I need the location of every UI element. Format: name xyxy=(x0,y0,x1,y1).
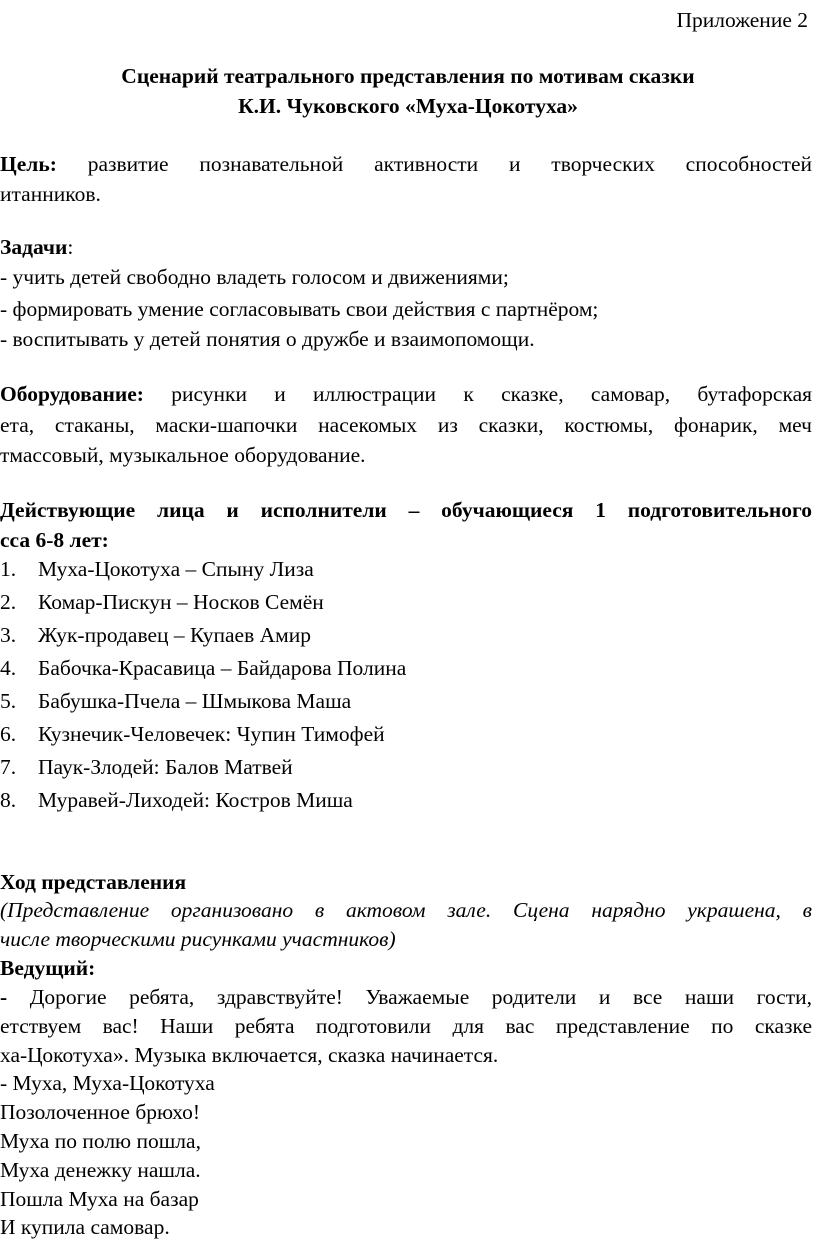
cast-item-number: 5. xyxy=(0,689,17,713)
appendix-label: Приложение 2 xyxy=(676,8,808,32)
cast-item-text: Комар-Пискун – Носков Семён xyxy=(38,590,324,614)
cast-list-item xyxy=(0,588,324,616)
task-item: - формировать умение согласовывать свои действия с партнёром; xyxy=(0,297,599,321)
tasks-label: Задачи xyxy=(0,235,68,259)
stage-note-line-1: (Представление организовано в актовом зале. Сцена нарядно украшена, в xyxy=(0,898,812,922)
equipment-text-line-1: рисунки и иллюстрации к сказке, самовар, бутафорская xyxy=(143,382,812,406)
equipment-text-line-3: тмассовый, музыкальное оборудование. xyxy=(0,443,366,467)
tasks-heading xyxy=(0,233,73,261)
performance-heading: Ход представления xyxy=(0,870,187,894)
task-item: - учить детей свободно владеть голосом и движениями; xyxy=(0,265,509,289)
verse-line: Муха денежку нашла. xyxy=(0,1158,201,1182)
verse-line: - Муха, Муха-Цокотуха xyxy=(0,1071,215,1095)
document-title-line-2: К.И. Чуковского «Муха-Цокотуха» xyxy=(238,94,578,118)
goal-text-line-2: итанников. xyxy=(0,182,101,206)
host-label: Ведущий: xyxy=(0,956,96,980)
verse-line: Пошла Муха на базар xyxy=(0,1187,199,1211)
cast-heading-line-1: Действующие лица и исполнители – обучающиеся 1 подготовительного xyxy=(0,498,812,522)
equipment-paragraph xyxy=(0,380,812,408)
verse-line: Позолоченное брюхо! xyxy=(0,1100,201,1124)
cast-item-text: Паук-Злодей: Балов Матвей xyxy=(38,755,293,779)
goal-label: Цель: xyxy=(0,152,57,176)
cast-item-text: Муха-Цокотуха – Спыну Лиза xyxy=(38,557,314,581)
verse-line: И купила самовар. xyxy=(0,1215,170,1239)
speech-dash: - xyxy=(0,985,8,1009)
equipment-label: Оборудование: xyxy=(0,382,144,406)
stage-note-line-2: числе творческими рисунками участников) xyxy=(0,927,396,951)
host-speech-line-3: ха-Цокотуха». Музыка включается, сказка начинается. xyxy=(0,1043,499,1067)
document-title-line-1: Сценарий театрального представления по мотивам сказки xyxy=(121,64,695,88)
cast-item-number: 4. xyxy=(0,656,17,680)
cast-list-item xyxy=(0,720,385,748)
tasks-colon: : xyxy=(67,235,74,259)
cast-item-number: 8. xyxy=(0,788,17,812)
cast-list-item xyxy=(0,786,353,814)
host-speech-line-1 xyxy=(0,983,812,1011)
cast-item-number: 3. xyxy=(0,623,17,647)
cast-item-text: Жук-продавец – Купаев Амир xyxy=(38,623,311,647)
cast-item-text: Муравей-Лиходей: Костров Миша xyxy=(38,788,353,812)
cast-item-text: Бабочка-Красавица – Байдарова Полина xyxy=(38,656,407,680)
goal-paragraph xyxy=(0,150,812,178)
cast-item-text: Бабушка-Пчела – Шмыкова Маша xyxy=(38,689,352,713)
cast-item-text: Кузнечик-Человечек: Чупин Тимофей xyxy=(38,722,385,746)
speech-text-line-1: Дорогие ребята, здравствуйте! Уважаемые родители и все наши гости, xyxy=(7,985,812,1009)
cast-list-item xyxy=(0,687,351,715)
cast-item-number: 1. xyxy=(0,557,17,581)
cast-item-number: 2. xyxy=(0,590,17,614)
verse-line: Муха по полю пошла, xyxy=(0,1129,201,1153)
cast-list-item xyxy=(0,621,311,649)
equipment-text-line-2: ета, стаканы, маски-шапочки насекомых из сказки, костюмы, фонарик, меч xyxy=(0,413,812,437)
cast-list-item xyxy=(0,753,293,781)
cast-item-number: 6. xyxy=(0,722,17,746)
cast-list-item xyxy=(0,654,406,682)
cast-list-item xyxy=(0,555,314,583)
host-speech-line-2: етствуем вас! Наши ребята подготовили для вас представление по сказке xyxy=(0,1014,812,1038)
goal-text-line-1: развитие познавательной активности и творческих способностей xyxy=(56,152,812,176)
cast-item-number: 7. xyxy=(0,755,17,779)
task-item: - воспитывать у детей понятия о дружбе и взаимопомощи. xyxy=(0,327,535,351)
cast-heading-line-2: сса 6-8 лет: xyxy=(0,528,109,552)
